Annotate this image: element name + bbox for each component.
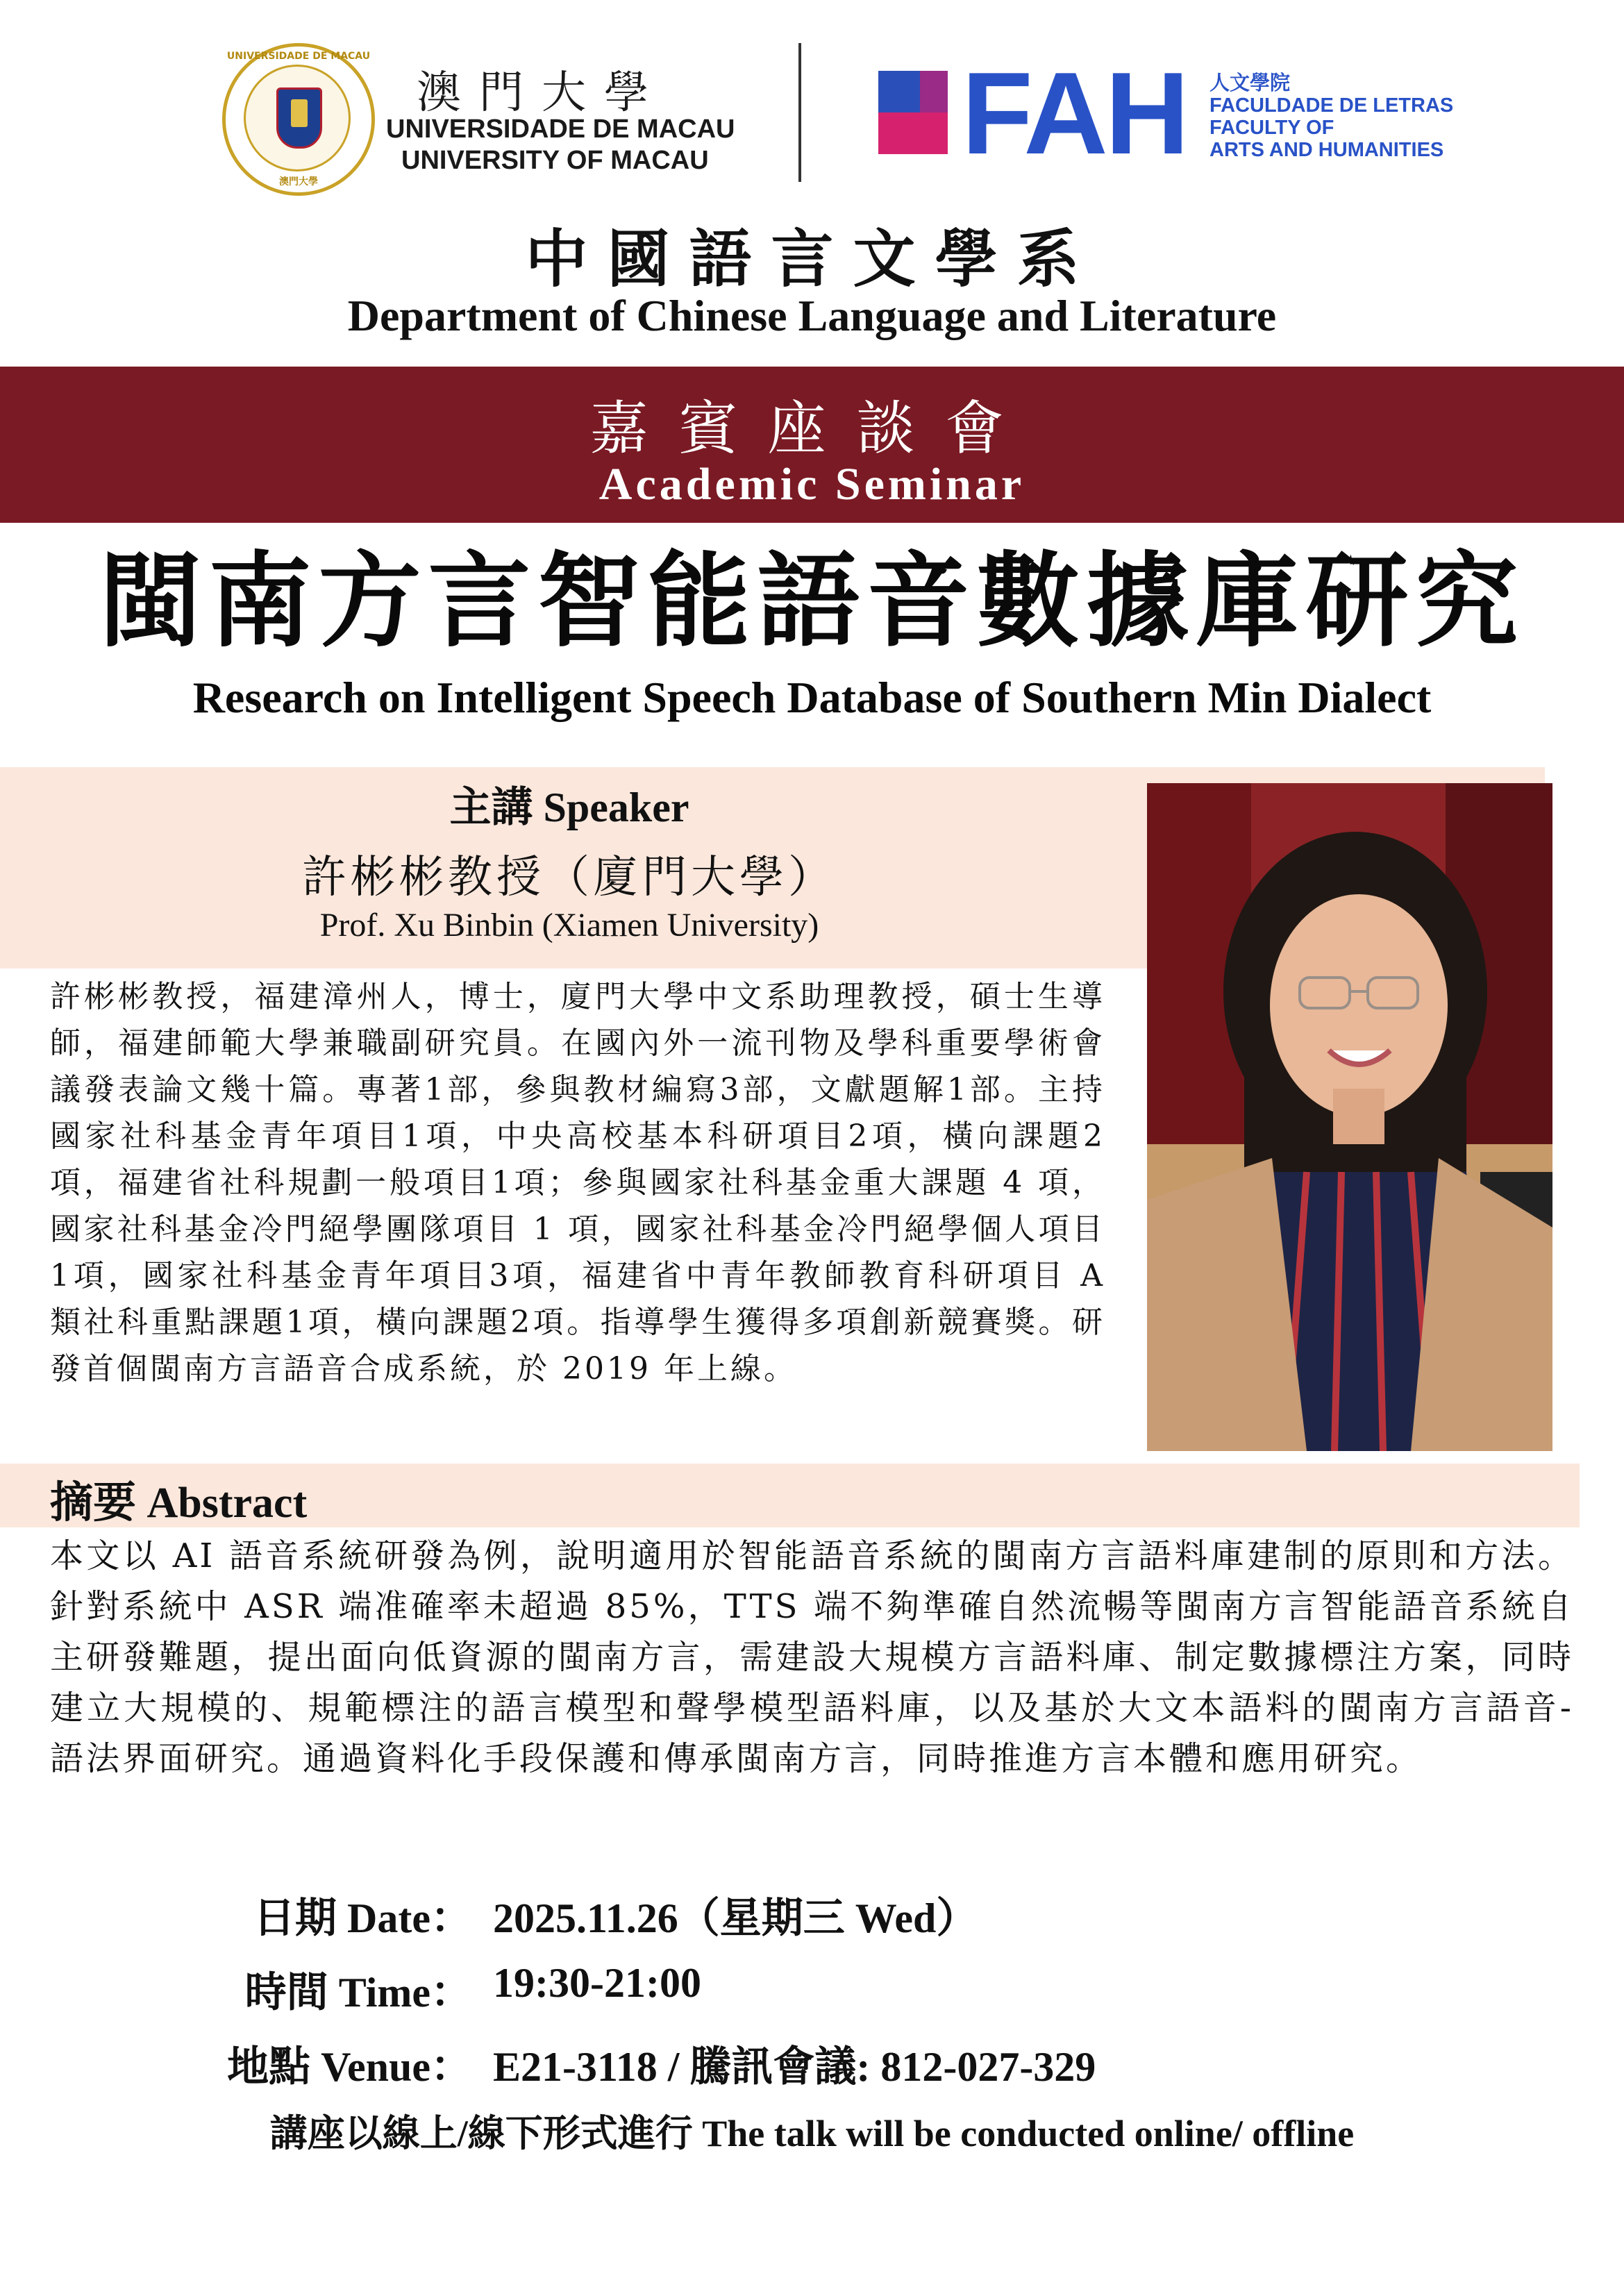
- seminar-type-en: Academic Seminar: [598, 459, 1026, 510]
- fah-line-pt: FACULDADE DE LETRAS: [1209, 94, 1454, 117]
- um-seal-inner: [244, 65, 351, 171]
- venue-label: 地點 Venue：: [227, 2044, 472, 2090]
- speaker-bio: 許彬彬教授，福建漳州人，博士，廈門大學中文系助理教授，碩士生導師，福建師範大學兼職副研究員。在國內外一流刊物及學科重要學術會議發表論文幾十篇。專著1部，參與教材編寫3部，文獻題解1部。主持國家社科基金青年項目1項，中央高校基本科研項目2項，橫向課題2項，福建省社科規劃一般項目1項；參與國家社科基金重大課題 4 項，國家社科基金冷門絕學團隊項目 1 項，國家社科基金冷門絕學個人項目1項，國家社科基金青年項目3項，福建省中青年教師教育科研項目 A 類社科重點課題1項，橫向課題2項。指導學生獲得多項創新競賽獎。研發首個閩南方言語音合成系統，於 2019 年上線。: [50, 979, 1105, 1386]
- fah-mark-icon: [878, 71, 948, 154]
- um-name-cn: 澳門大學: [417, 67, 667, 119]
- speaker-name-cn: 許彬彬教授（廈門大學）: [302, 852, 837, 903]
- time-label: 時間 Time：: [244, 1970, 472, 2016]
- um-seal-top-text: UNIVERSIDADE DE MACAU: [226, 51, 371, 62]
- speaker-heading: 主講 Speaker: [449, 785, 689, 830]
- time-value: 19:30-21:00: [493, 1960, 701, 2006]
- um-name-pt: UNIVERSIDADE DE MACAU: [386, 115, 735, 144]
- department-name-cn: 中國語言文學系: [525, 222, 1099, 296]
- um-name-en: UNIVERSITY OF MACAU: [401, 146, 709, 175]
- speaker-photo: [1147, 783, 1552, 1451]
- department-name-en: Department of Chinese Language and Literature: [347, 291, 1277, 340]
- mode-note: 講座以線上/線下形式進行 The talk will be conducted online/ offline: [269, 2113, 1355, 2154]
- um-seal-logo: [222, 43, 375, 196]
- date-label: 日期 Date：: [253, 1895, 472, 1941]
- um-seal-bottom-text: 澳門大學: [279, 176, 318, 187]
- um-shield-icon: [276, 87, 322, 149]
- fah-line-en-2: ARTS AND HUMANITIES: [1209, 139, 1444, 161]
- talk-title-cn: 閩南方言智能語音數據庫研究: [99, 540, 1525, 661]
- header-divider: [798, 43, 801, 182]
- abstract-text: 本文以 AI 語音系統研發為例，說明適用於智能語音系統的閩南方言語料庫建制的原則和方法。針對系統中 ASR 端准確率未超過 85%，TTS 端不夠準確自然流暢等閩南方言智能語音系統自主研發難題，提出面向低資源的閩南方言，需建設大規模方言語料庫、制定數據標注方案，同時建立大規模的、規範標注的語言模型和聲學模型語料庫，以及基於大文本語料的閩南方言語音-語法界面研究。通過資料化手段保護和傳承閩南方言，同時推進方言本體和應用研究。: [50, 1536, 1574, 1778]
- speaker-name-en: Prof. Xu Binbin (Xiamen University): [319, 907, 819, 944]
- seminar-type-cn: 嘉賓座談會: [589, 394, 1035, 462]
- abstract-heading: 摘要 Abstract: [50, 1480, 308, 1527]
- fah-line-en-1: FACULTY OF: [1209, 117, 1334, 139]
- fah-logo-text: FAH: [962, 48, 1187, 178]
- fah-faculty-name: [1209, 72, 1453, 161]
- talk-title-en: Research on Intelligent Speech Database of Southern Min Dialect: [192, 673, 1432, 722]
- venue-value: E21-3118 / 騰訊會議: 812-027-329: [493, 2044, 1096, 2090]
- date-value: 2025.11.26（星期三 Wed）: [493, 1895, 978, 1941]
- fah-line-cn: 人文學院: [1209, 72, 1291, 94]
